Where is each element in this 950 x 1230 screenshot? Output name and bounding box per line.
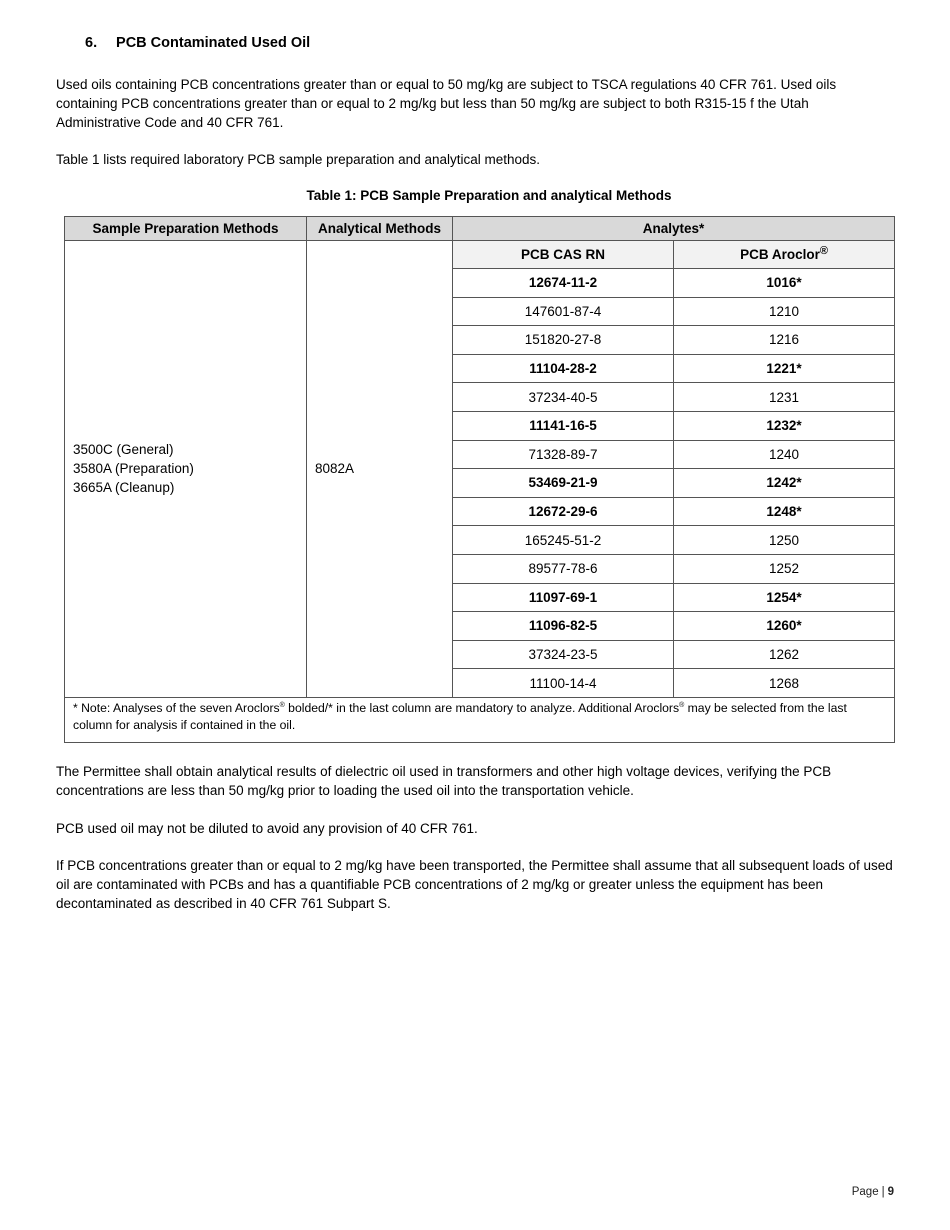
intro-paragraph: Used oils containing PCB concentrations greater than or equal to 50 mg/kg are subject to TSCA regulations 40 CFR 761. Used oils containing PCB concentrations greater than or equal to 2 mg/kg but less than 50 mg/kg are subject to both R315-15 f the Utah Administrative Code and 40 CFR 761. — [56, 77, 837, 130]
dilution-paragraph: PCB used oil may not be diluted to avoid any provision of 40 CFR 761. — [56, 821, 478, 836]
cas-rn-cell: 37234-40-5 — [453, 383, 674, 412]
cas-rn-cell: 71328-89-7 — [453, 440, 674, 469]
cas-rn-cell: 53469-21-9 — [453, 469, 674, 498]
cas-rn-cell: 89577-78-6 — [453, 554, 674, 583]
prep-method: 3665A (Cleanup) — [73, 480, 175, 496]
aroclor-cell: 1231 — [674, 383, 895, 412]
aroclor-cell: 1210 — [674, 297, 895, 326]
header-analytes: Analytes* — [453, 217, 895, 241]
aroclor-cell: 1250 — [674, 526, 895, 555]
aroclor-cell: 1254* — [674, 583, 895, 612]
analytical-method-cell: 8082A — [307, 241, 453, 698]
aroclor-cell: 1216 — [674, 326, 895, 355]
aroclor-cell: 1262 — [674, 640, 895, 669]
aroclor-cell: 1248* — [674, 497, 895, 526]
note-text: may be selected from the last column for analysis if contained in the oil. — [73, 700, 847, 732]
table-note-row — [65, 697, 895, 742]
header-analytical-methods: Analytical Methods — [307, 217, 453, 241]
table-subheader-row — [65, 241, 895, 269]
section-number: 6. — [85, 35, 98, 51]
cas-rn-cell: 11096-82-5 — [453, 612, 674, 641]
registered-mark: ® — [819, 245, 828, 257]
pcb-methods-table — [64, 216, 895, 743]
cas-rn-cell: 11104-28-2 — [453, 354, 674, 383]
cas-rn-cell: 12672-29-6 — [453, 497, 674, 526]
prep-methods-cell — [65, 241, 307, 698]
dielectric-oil-paragraph: The Permittee shall obtain analytical results of dielectric oil used in transformers and other high voltage devices, verifying the PCB concentrations are less than 50 mg/kg prior to loading the used oil into the transportation vehicle. — [56, 764, 832, 798]
registered-mark: ® — [279, 701, 285, 709]
transport-paragraph: If PCB concentrations greater than or equal to 2 mg/kg have been transported, the Permittee shall assume that all subsequent loads of used oil are contaminated with PCBs and has a quantifiable PCB concentrations of 2 mg/kg or greater unless the equipment has been decontaminated as described in 40 CFR 761 Subpart S. — [56, 858, 893, 911]
footer-page-label: Page — [851, 1186, 879, 1198]
table-caption: Table 1: PCB Sample Preparation and analytical Methods — [306, 188, 672, 203]
footer-page-number: 9 — [887, 1186, 894, 1198]
header-prep-methods: Sample Preparation Methods — [65, 217, 307, 241]
header-cas-rn: PCB CAS RN — [453, 241, 674, 269]
note-text: bolded/* in the last column are mandatory to analyze. Additional Aroclors — [284, 700, 680, 715]
cas-rn-cell: 11097-69-1 — [453, 583, 674, 612]
section-title: PCB Contaminated Used Oil — [116, 35, 311, 51]
note-text: * Note: Analyses of the seven Aroclors — [73, 700, 280, 715]
prep-method: 3500C (General) — [73, 442, 174, 458]
header-aroclor-label: PCB Aroclor — [740, 247, 820, 262]
page-footer — [852, 1186, 894, 1198]
table-header-row — [65, 217, 895, 241]
prep-method: 3580A (Preparation) — [73, 461, 194, 477]
cas-rn-cell: 151820-27-8 — [453, 326, 674, 355]
aroclor-cell: 1016* — [674, 269, 895, 298]
aroclor-cell: 1260* — [674, 612, 895, 641]
section-heading — [85, 35, 310, 51]
cas-rn-cell: 12674-11-2 — [453, 269, 674, 298]
aroclor-cell: 1232* — [674, 411, 895, 440]
table-note — [65, 697, 895, 742]
header-aroclor — [674, 241, 895, 269]
aroclor-cell: 1268 — [674, 669, 895, 698]
aroclor-cell: 1242* — [674, 469, 895, 498]
cas-rn-cell: 165245-51-2 — [453, 526, 674, 555]
aroclor-cell: 1221* — [674, 354, 895, 383]
aroclor-cell: 1240 — [674, 440, 895, 469]
cas-rn-cell: 11141-16-5 — [453, 411, 674, 440]
cas-rn-cell: 147601-87-4 — [453, 297, 674, 326]
table-reference-paragraph: Table 1 lists required laboratory PCB sample preparation and analytical methods. — [56, 152, 541, 167]
cas-rn-cell: 11100-14-4 — [453, 669, 674, 698]
footer-separator: | — [881, 1186, 885, 1198]
cas-rn-cell: 37324-23-5 — [453, 640, 674, 669]
aroclor-cell: 1252 — [674, 554, 895, 583]
registered-mark: ® — [679, 701, 685, 709]
